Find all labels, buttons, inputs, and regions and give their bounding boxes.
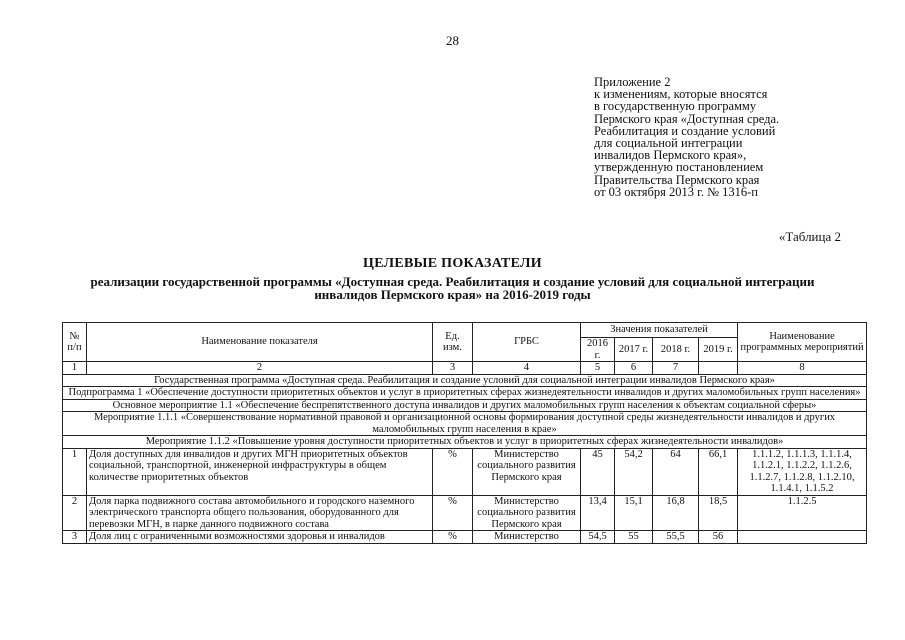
section-title: Мероприятие 1.1.2 «Повышение уровня доступности приоритетных объектов и услуг в приоритетных сферах жизнедеятельности инвалидов» <box>63 436 867 449</box>
row-value-2018: 55,5 <box>653 531 699 544</box>
section-title: Подпрограмма 1 «Обеспечение доступности приоритетных объектов и услуг в приоритетных сферах жизнедеятельности инвалидов и других маломобильных групп населения» <box>63 387 867 400</box>
row-unit: % <box>433 495 473 531</box>
row-num: 3 <box>63 531 87 544</box>
row-num: 2 <box>63 495 87 531</box>
header-name: Наименование показателя <box>87 323 433 362</box>
column-number-row <box>63 362 867 375</box>
section-row-main-activity <box>63 399 867 412</box>
row-name: Доля лиц с ограниченными возможностями здоровья и инвалидов <box>87 531 433 544</box>
row-value-2016: 54,5 <box>581 531 615 544</box>
column-number: 7 <box>653 362 699 375</box>
row-num: 1 <box>63 448 87 495</box>
table-row <box>63 448 867 495</box>
row-unit: % <box>433 448 473 495</box>
column-number: 6 <box>615 362 653 375</box>
header-grbs: ГРБС <box>473 323 581 362</box>
header-year: 2016 г. <box>581 338 615 362</box>
header-unit: Ед. изм. <box>433 323 473 362</box>
appendix-line: утвержденную постановлением <box>594 160 764 175</box>
header-num: № п/п <box>63 323 87 362</box>
row-activities <box>738 531 867 544</box>
row-value-2019: 56 <box>699 531 738 544</box>
row-value-2018: 16,8 <box>653 495 699 531</box>
column-number: 8 <box>738 362 867 375</box>
row-value-2016: 13,4 <box>581 495 615 531</box>
row-unit: % <box>433 531 473 544</box>
row-value-2019: 18,5 <box>699 495 738 531</box>
row-activities: 1.1.1.2, 1.1.1.3, 1.1.1.4, 1.1.2.1, 1.1.2.2, 1.1.2.6, 1.1.2.7, 1.1.2.8, 1.1.2.10, 1.1.4.1, 1.1.5.2 <box>738 448 867 495</box>
section-row-activity-1-1-2 <box>63 436 867 449</box>
table-row <box>63 495 867 531</box>
indicators-table <box>62 322 867 544</box>
row-value-2019: 66,1 <box>699 448 738 495</box>
section-title: Мероприятие 1.1.1 «Совершенствование нормативной правовой и организационной основы формирования доступной среды жизнедеятельности инвалидов и других маломобильных групп населения в крае» <box>63 412 867 436</box>
column-number <box>699 362 738 375</box>
row-activities: 1.1.2.5 <box>738 495 867 531</box>
column-number: 2 <box>87 362 433 375</box>
header-row <box>63 323 867 338</box>
appendix-line: в государственную программу <box>594 99 757 114</box>
header-values: Значения показателей <box>581 323 738 338</box>
document-title: ЦЕЛЕВЫЕ ПОКАЗАТЕЛИ <box>363 256 542 271</box>
row-name: Доля парка подвижного состава автомобильного и городского наземного электрического транспорта общего пользования, оборудованного для перевозки МГН, в парке данного подвижного состава <box>87 495 433 531</box>
row-grbs: Министерство социального развития Пермского края <box>473 495 581 531</box>
row-value-2018: 64 <box>653 448 699 495</box>
document-subtitle: реализации государственной программы «Доступная среда. Реабилитация и создание условий для социальной интеграции инвалидов Пермского края» на 2016-2019 годы <box>90 274 815 302</box>
column-number: 4 <box>473 362 581 375</box>
row-value-2017: 55 <box>615 531 653 544</box>
appendix-line: Правительства Пермского края <box>594 172 760 187</box>
row-grbs: Министерство социального развития Пермского края <box>473 448 581 495</box>
appendix-line: инвалидов Пермского края», <box>594 148 747 163</box>
appendix-line: от 03 октября 2013 г. № 1316-п <box>594 184 758 199</box>
section-title: Основное мероприятие 1.1 «Обеспечение беспрепятственного доступа инвалидов и других маломобильных групп населения к объектам социальной сферы» <box>63 399 867 412</box>
header-activities: Наименование программных мероприятий <box>738 323 867 362</box>
appendix-line: Реабилитация и создание условий <box>594 123 776 138</box>
page-number: 28 <box>446 33 459 48</box>
column-number: 1 <box>63 362 87 375</box>
appendix-line: Пермского края «Доступная среда. <box>594 111 780 126</box>
appendix-note <box>594 76 854 198</box>
appendix-line: к изменениям, которые вносятся <box>594 87 768 102</box>
row-value-2017: 15,1 <box>615 495 653 531</box>
header-year: 2018 г. <box>653 338 699 362</box>
section-title: Государственная программа «Доступная среда. Реабилитация и создание условий для социальной интеграции инвалидов Пермского края» <box>63 374 867 387</box>
appendix-line: для социальной интеграции <box>594 136 743 151</box>
row-value-2016: 45 <box>581 448 615 495</box>
column-number: 5 <box>581 362 615 375</box>
row-grbs: Министерство <box>473 531 581 544</box>
header-year: 2017 г. <box>615 338 653 362</box>
section-row-program <box>63 374 867 387</box>
row-name: Доля доступных для инвалидов и других МГН приоритетных объектов социальной, транспортной, инженерной инфраструктуры в общем количестве приоритетных объектов <box>87 448 433 495</box>
appendix-line: Приложение 2 <box>594 75 671 89</box>
header-year: 2019 г. <box>699 338 738 362</box>
section-row-subprogram <box>63 387 867 400</box>
row-value-2017: 54,2 <box>615 448 653 495</box>
section-row-activity-1-1-1 <box>63 412 867 436</box>
table-reference: «Таблица 2 <box>778 229 841 244</box>
table-row <box>63 531 867 544</box>
column-number: 3 <box>433 362 473 375</box>
